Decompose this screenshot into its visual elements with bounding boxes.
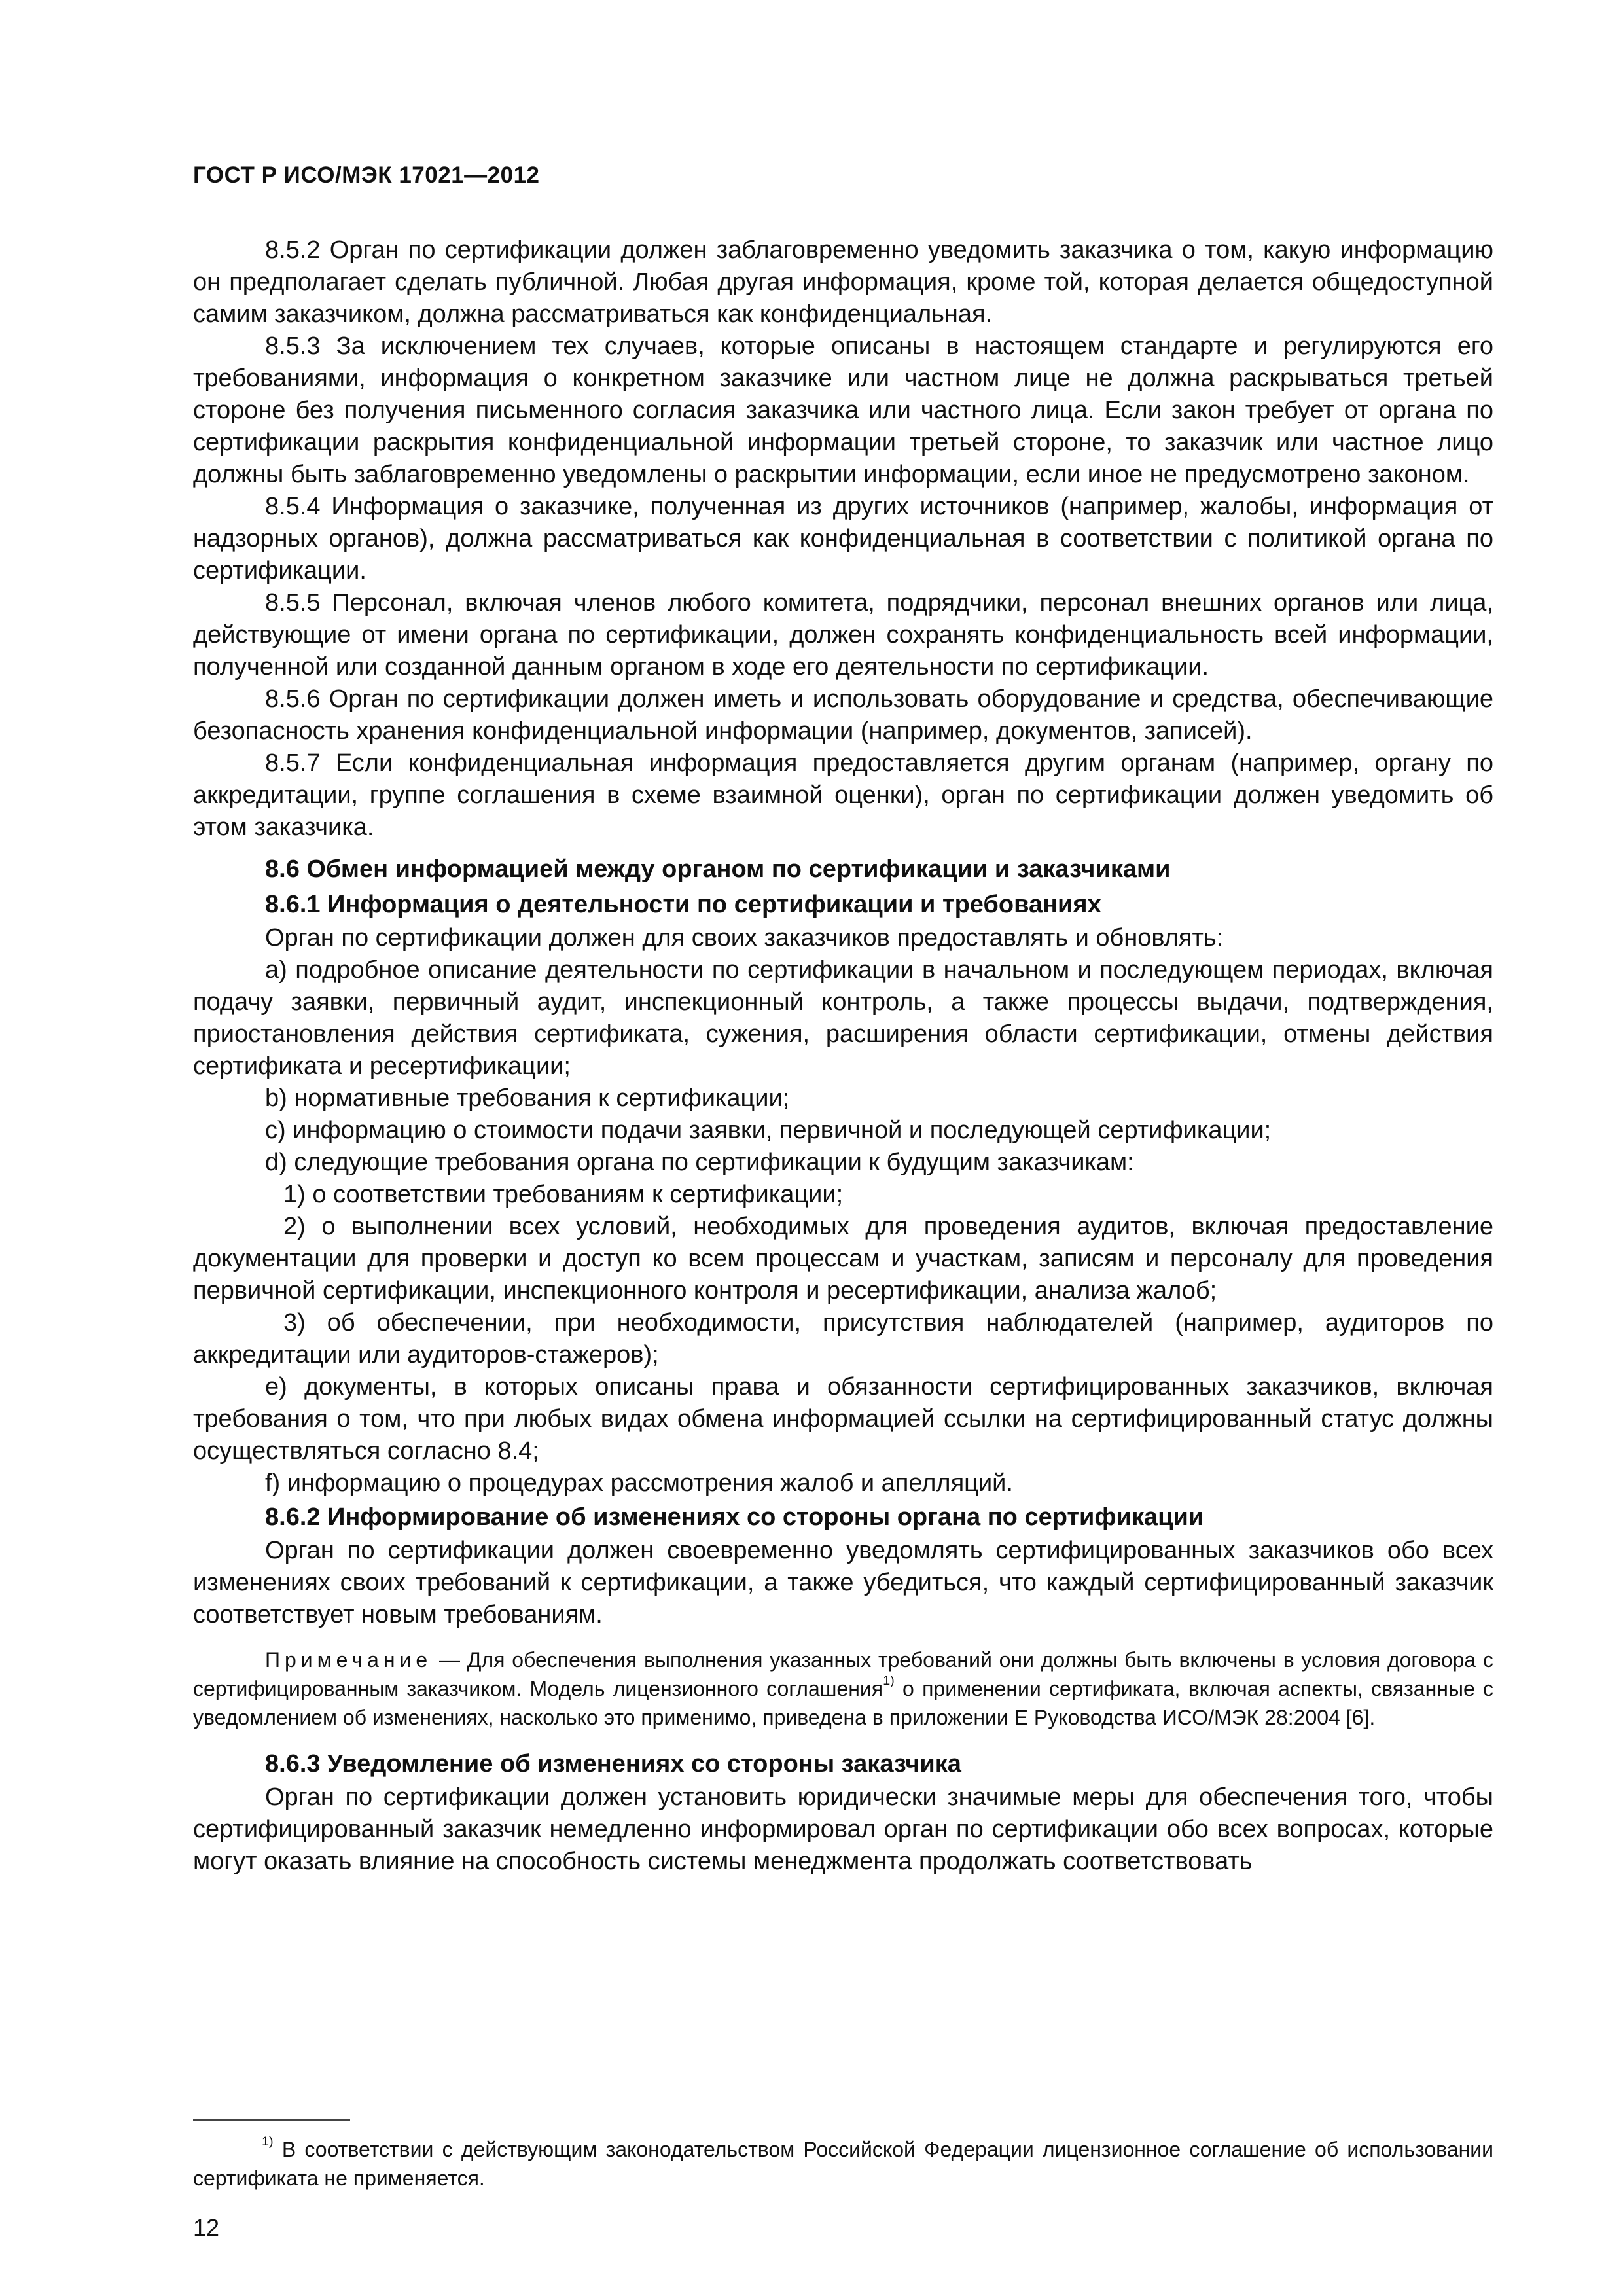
subsection-heading-8-6-2: 8.6.2 Информирование об изменениях со стороны органа по сертификации [265,1503,1204,1531]
list-item-b: b) нормативные требования к сертификации; [265,1085,790,1112]
page-number: 12 [193,2214,220,2241]
paragraph-8-5-5: 8.5.5 Персонал, включая членов любого комитета, подрядчики, персонал внешних органов или лица, действующие от имени органа по сертификации, должен сохранять конфиденциальность всей информации, полученной или созданной данным органом в ходе его деятельности по сертификации. [193,589,1493,681]
paragraph-8-5-7: 8.5.7 Если конфиденциальная информация предоставляется другим органам (например, органу по аккредитации, группе соглашения в схеме взаимной оценки), орган по сертификации должен уведомить об этом заказчика. [193,749,1493,841]
section-heading-8-6: 8.6 Обмен информацией между органом по сертификации и заказчиками [265,855,1171,883]
list-item-d: d) следующие требования органа по сертификации к будущим заказчикам: [265,1149,1134,1176]
paragraph-8-5-4: 8.5.4 Информация о заказчике, полученная из других источников (например, жалобы, информация от надзорных органов), должна рассматриваться как конфиденциальная в соответствии с политикой органа по сертификации. [193,493,1493,584]
footnote-reference: 1) [883,1674,895,1689]
footnote [193,2135,1493,2193]
document-body [193,234,1493,1878]
list-item-e: e) документы, в которых описаны права и обязанности сертифицированных заказчиков, включая требования о том, что при любых видах обмена информацией ссылки на сертифицированный статус должны осуществляться согласно 8.4; [193,1373,1493,1465]
note-paragraph [193,1645,1493,1732]
paragraph-8-5-2: 8.5.2 Орган по сертификации должен заблаговременно уведомить заказчика о том, какую информацию он предполагает сделать публичной. Любая другая информация, кроме той, которая делается общедоступной самим заказчиком, должна рассматриваться как конфиденциальная. [193,236,1493,328]
footnote-text: В соответствии с действующим законодательством Российской Федерации лицензионное соглашение об использовании сертификата не применяется. [193,2138,1493,2190]
paragraph-8-6-2: Орган по сертификации должен своевременно уведомлять сертифицированных заказчиков обо всех изменениях своих требований к сертификации, а также убедиться, что каждый сертифицированный заказчик соответствует новым требованиям. [193,1537,1493,1628]
list-item-d-1: 1) о соответствии требованиям к сертификации; [283,1181,844,1208]
subsection-heading-8-6-3: 8.6.3 Уведомление об изменениях со стороны заказчика [265,1750,961,1778]
list-item-f: f) информацию о процедурах рассмотрения жалоб и апелляций. [265,1469,1013,1497]
list-item-a: a) подробное описание деятельности по сертификации в начальном и последующем периодах, включая подачу заявки, первичный аудит, инспекционный контроль, а также процессы выдачи, подтверждения, приостановления действия сертификата, сужения, расширения области сертификации, отмены действия сертификата и ресертификации; [193,956,1493,1080]
note-text-part-2: о применении сертификата, включая аспекты, связанные с уведомлением об изменениях, насколько это применимо, приведена в приложении Е Руководства ИСО/МЭК 28:2004 [6]. [193,1677,1494,1729]
note-label: Примечание [265,1648,433,1672]
paragraph-8-5-6: 8.5.6 Орган по сертификации должен иметь и использовать оборудование и средства, обеспечивающие безопасность хранения конфиденциальной информации (например, документов, записей). [193,685,1493,745]
list-item-d-3: 3) об обеспечении, при необходимости, присутствия наблюдателей (например, аудиторов по аккредитации или аудиторов-стажеров); [193,1309,1493,1369]
paragraph-8-6-1-intro: Орган по сертификации должен для своих заказчиков предоставлять и обновлять: [265,924,1224,952]
list-item-c: c) информацию о стоимости подачи заявки, первичной и последующей сертификации; [265,1117,1272,1144]
footnote-separator [193,2119,350,2121]
paragraph-8-6-3: Орган по сертификации должен установить юридически значимые меры для обеспечения того, чтобы сертифицированный заказчик немедленно информировал орган по сертификации обо всех вопросах, которые могут оказать влияние на способность системы менеджмента продолжать соответствовать [193,1784,1493,1875]
note-text-part-1: — Для обеспечения выполнения указанных требований они должны быть включены в условия договора с сертифицированным заказчиком. Модель лицензионного соглашения [193,1648,1493,1700]
subsection-heading-8-6-1: 8.6.1 Информация о деятельности по сертификации и требованиях [265,891,1101,918]
footnote-marker: 1) [262,2134,274,2149]
list-item-d-2: 2) о выполнении всех условий, необходимых для проведения аудитов, включая предоставление документации для проверки и доступ ко всем процессам и участкам, записям и персоналу для проведения первичной сертификации, инспекционного контроля и ресертификации, анализа жалоб; [193,1213,1493,1304]
paragraph-8-5-3: 8.5.3 За исключением тех случаев, которые описаны в настоящем стандарте и регулируются его требованиями, информация о конкретном заказчике или частном лице не должна раскрываться третьей стороне без получения письменного согласия заказчика или частного лица. Если закон требует от органа по сертификации раскрытия конфиденциальной информации третьей стороне, то заказчик или частное лицо должны быть заблаговременно уведомлены о раскрытии информации, если иное не предусмотрено законом. [193,332,1493,488]
document-header: ГОСТ Р ИСО/МЭК 17021—2012 [193,162,540,188]
